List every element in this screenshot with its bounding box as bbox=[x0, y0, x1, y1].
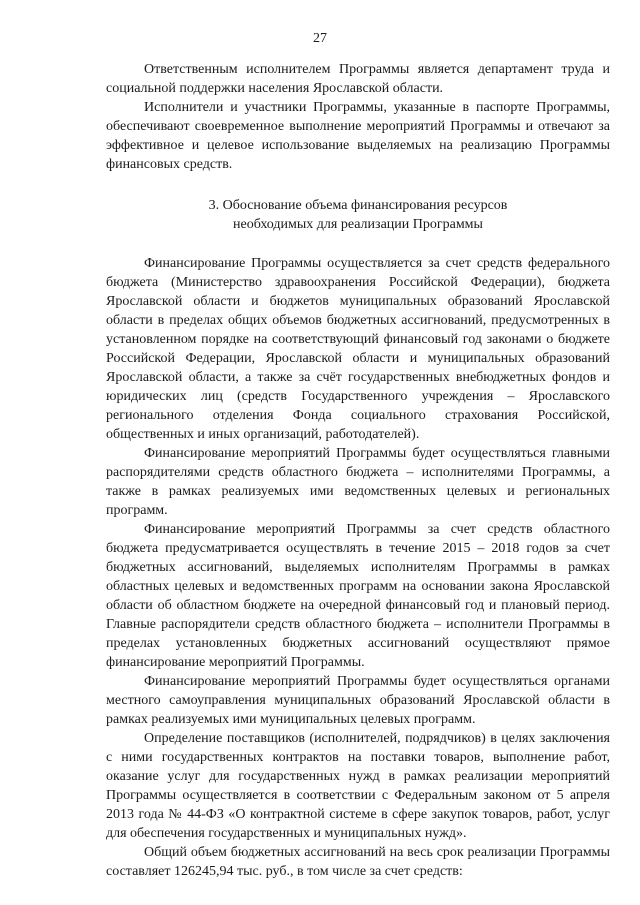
paragraph-total-budget: Общий объем бюджетных ассигнований на весь срок реализации Программы составляет 126245,94 тыс. руб., в том числе за счет средств: bbox=[106, 845, 610, 879]
paragraph-responsible-executor: Ответственным исполнителем Программы является департамент труда и социальной поддержки населения Ярославской области. bbox=[106, 62, 610, 96]
paragraph-regional-budget-funding: Финансирование мероприятий Программы за счет средств областного бюджета предусматривается осуществлять в течение 2015 – 2018 годов за счет бюджетных ассигнований, выделяемых исполнителям Программы в рамках областных целевых и ведомственных программ на основании закона Ярославской области об областном бюджете на очередной финансовый год и плановый период. Главные распорядители средств областного бюджета – исполнители Программы в пределах установленных бюджетных ассигнований осуществляют прямое финансирование мероприятий Программы. bbox=[106, 522, 610, 670]
paragraph-executors-participants: Исполнители и участники Программы, указанные в паспорте Программы, обеспечивают своевременное выполнение мероприятий Программы и отвечают за эффективное и целевое использование выделяемых на реализацию Программы финансовых средств. bbox=[106, 100, 610, 172]
section-heading-line-2: необходимых для реализации Программы bbox=[233, 217, 483, 232]
page-content bbox=[106, 60, 610, 881]
section-heading-line-1: 3. Обоснование объема финансирования ресурсов bbox=[208, 198, 508, 213]
section-heading bbox=[106, 196, 610, 234]
paragraph-supplier-determination: Определение поставщиков (исполнителей, подрядчиков) в целях заключения с ними государственных контрактов на поставки товаров, выполнение работ, оказание услуг для государственных нужд в рамках реализации мероприятий Программы осуществляется в соответствии с Федеральным законом от 5 апреля 2013 года № 44-ФЗ «О контрактной системе в сфере закупок товаров, работ, услуг для обеспечения государственных и муниципальных нужд». bbox=[106, 731, 610, 841]
paragraph-funding-sources: Финансирование Программы осуществляется за счет средств федерального бюджета (Министерство здравоохранения Российской Федерации), бюджета Ярославской области и бюджетов муниципальных образований Ярославской области в пределах общих объемов бюджетных ассигнований, предусмотренных в установленном порядке на соответствующий финансовый год законами о бюджете Российской Федерации, Ярославской области и муниципальных образований Ярославской области, а также за счёт государственных внебюджетных фондов и юридических лиц (средств Государственного учреждения – Ярославского регионального отделения Фонда социального страхования Российской, общественных и иных организаций, работодателей). bbox=[106, 256, 610, 442]
paragraph-main-budget-managers: Финансирование мероприятий Программы будет осуществляться главными распорядителями средств областного бюджета – исполнителями Программы, а также в рамках реализуемых ими ведомственных целевых и региональных программ. bbox=[106, 446, 610, 518]
page-number: 27 bbox=[313, 31, 327, 46]
paragraph-local-self-government: Финансирование мероприятий Программы будет осуществляться органами местного самоуправления муниципальных образований Ярославской области в рамках реализуемых ими муниципальных целевых программ. bbox=[106, 674, 610, 727]
